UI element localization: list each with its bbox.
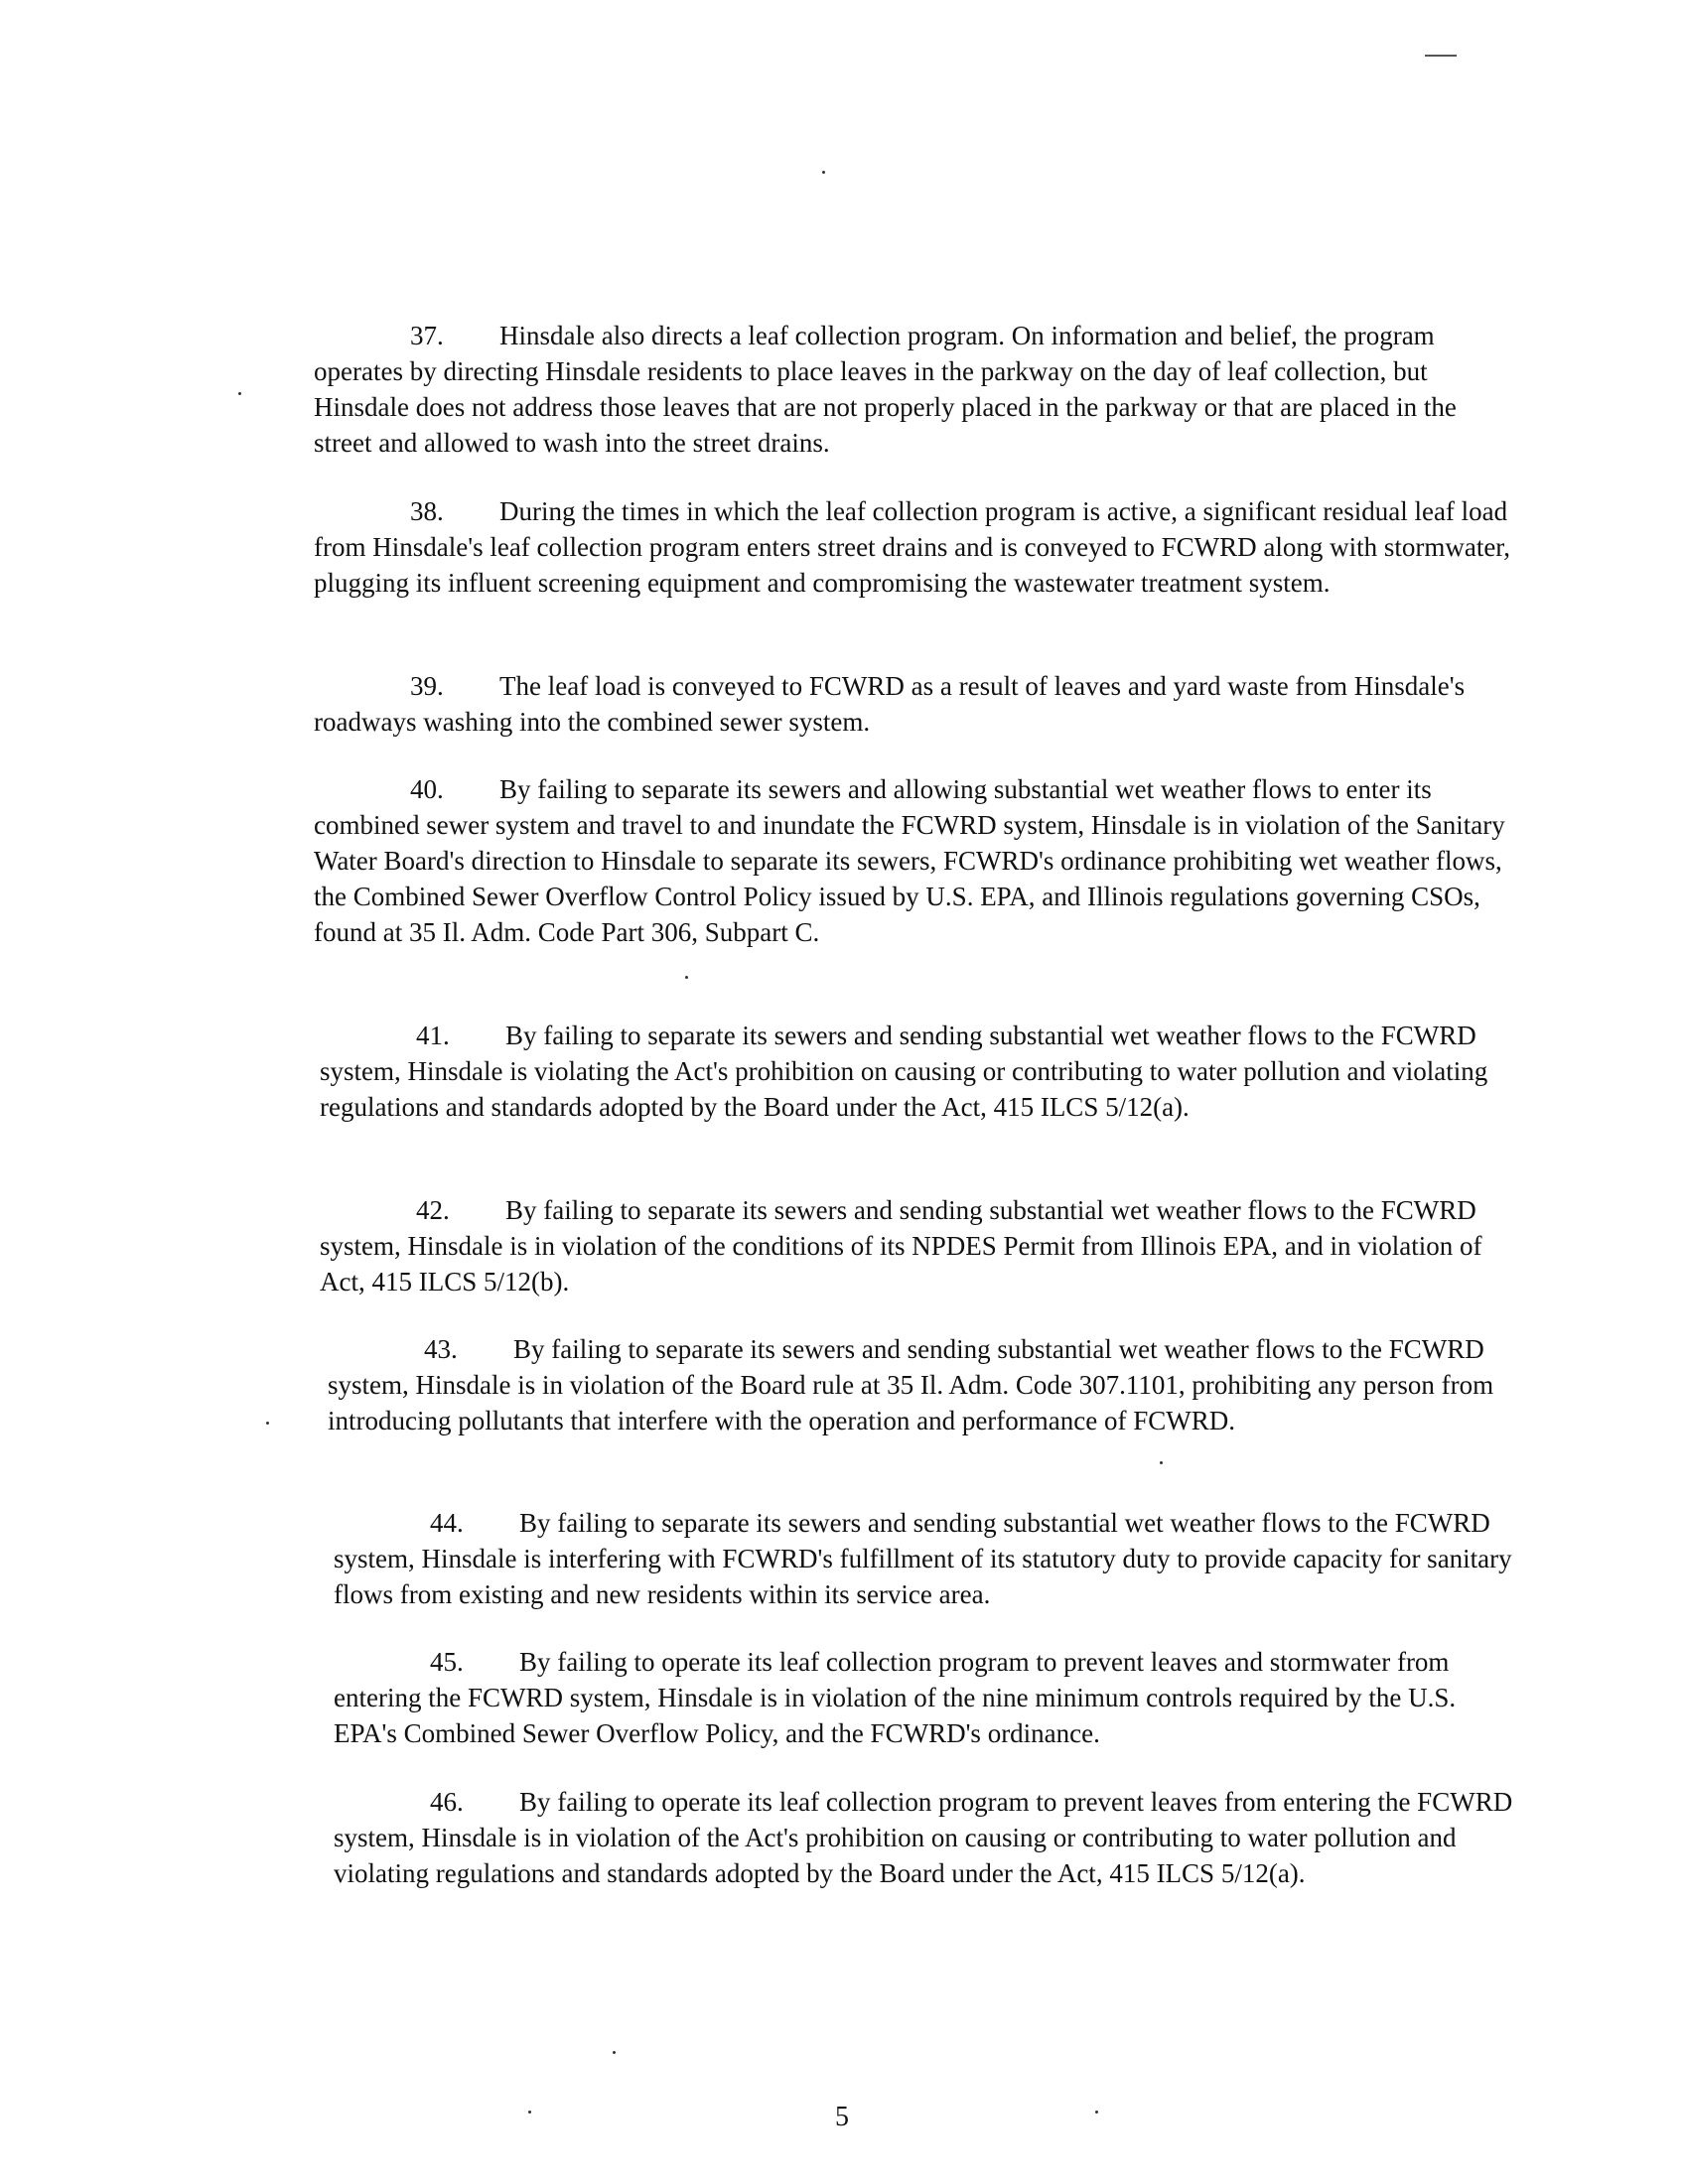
paragraph-number: 40. [410,774,444,804]
paragraph-42 [320,1192,1517,1299]
paragraph-text: By failing to separate its sewers and sending substantial wet weather flows to the FCWRD system, Hinsdale is in violation of the conditions of its NPDES Permit from Illinois EPA, and in violation of Act, 415 ILCS 5/12(b). [320,1195,1482,1297]
paragraph-40 [314,771,1515,950]
scan-speck [613,2051,616,2054]
paragraph-38 [314,493,1515,601]
paragraph-number: 39. [410,671,444,701]
paragraph-46 [334,1784,1523,1891]
paragraph-text: By failing to separate its sewers and sending substantial wet weather flows to the FCWRD system, Hinsdale is violating the Act's prohibition on causing or contributing to water pollution and violating regulations and standards adopted by the Board under the Act, 415 ILCS 5/12(a). [320,1021,1488,1122]
page-number: 5 [835,2102,849,2132]
scan-speck [266,1422,269,1425]
paragraph-number: 37. [410,321,444,350]
scan-speck [822,171,825,174]
paragraph-text: During the times in which the leaf collection program is active, a significant residual leaf load from Hinsdale's leaf collection program enters street drains and is conveyed to FCWRD along with stormwater, plugging its influent screening equipment and compromising the wastewater treatment system. [314,496,1510,598]
paragraph-number: 38. [410,496,444,526]
paragraph-41 [320,1018,1517,1125]
paragraph-number: 45. [430,1647,464,1677]
paragraph-number: 42. [416,1195,450,1225]
paragraph-44 [334,1505,1523,1612]
scan-speck [685,976,688,979]
paragraph-number: 41. [416,1021,450,1050]
paragraph-number: 43. [424,1334,458,1364]
scan-artifact [1425,55,1457,57]
paragraph-number: 44. [430,1508,464,1538]
paragraph-text: By failing to separate its sewers and allowing substantial wet weather flows to enter its combined sewer system and travel to and inundate the FCWRD system, Hinsdale is in violation of the Sanitary Water Board's direction to Hinsdale to separate its sewers, FCWRD's ordinance prohibiting wet weather flows, the Combined Sewer Overflow Control Policy issued by U.S. EPA, and Illinois regulations governing CSOs, found at 35 Il. Adm. Code Part 306, Subpart C. [314,774,1505,947]
paragraph-45 [334,1644,1523,1751]
paragraph-text: By failing to operate its leaf collection program to prevent leaves and stormwater from entering the FCWRD system, Hinsdale is in violation of the nine minimum controls required by the U.S. EPA's Combined Sewer Overflow Policy, and the FCWRD's ordinance. [334,1647,1457,1748]
paragraph-text: By failing to separate its sewers and sending substantial wet weather flows to the FCWRD system, Hinsdale is in violation of the Board rule at 35 Il. Adm. Code 307.1101, prohibiting any person from introducing pollutants that interfere with the operation and performance of FCWRD. [328,1334,1494,1435]
scan-speck [1160,1461,1163,1464]
paragraph-37 [314,318,1515,461]
paragraph-text: By failing to separate its sewers and sending substantial wet weather flows to the FCWRD system, Hinsdale is interfering with FCWRD's fulfillment of its statutory duty to provide capacity for sanitary flows from existing and new residents within its service area. [334,1508,1512,1609]
paragraph-39 [314,668,1515,740]
scan-speck [238,392,241,395]
paragraph-text: By failing to operate its leaf collection program to prevent leaves from entering the FCWRD system, Hinsdale is in violation of the Act's prohibition on causing or contributing to water pollution and violating regulations and standards adopted by the Board under the Act, 415 ILCS 5/12(a). [334,1787,1513,1888]
paragraph-number: 46. [430,1787,464,1817]
paragraph-text: Hinsdale also directs a leaf collection program. On information and belief, the program operates by directing Hinsdale residents to place leaves in the parkway on the day of leaf collection, but Hinsdale does not address those leaves that are not properly placed in the parkway or that are placed in the street and allowed to wash into the street drains. [314,321,1457,458]
paragraph-text: The leaf load is conveyed to FCWRD as a result of leaves and yard waste from Hinsdale's roadways washing into the combined sewer system. [314,671,1466,737]
paragraph-43 [328,1331,1521,1438]
